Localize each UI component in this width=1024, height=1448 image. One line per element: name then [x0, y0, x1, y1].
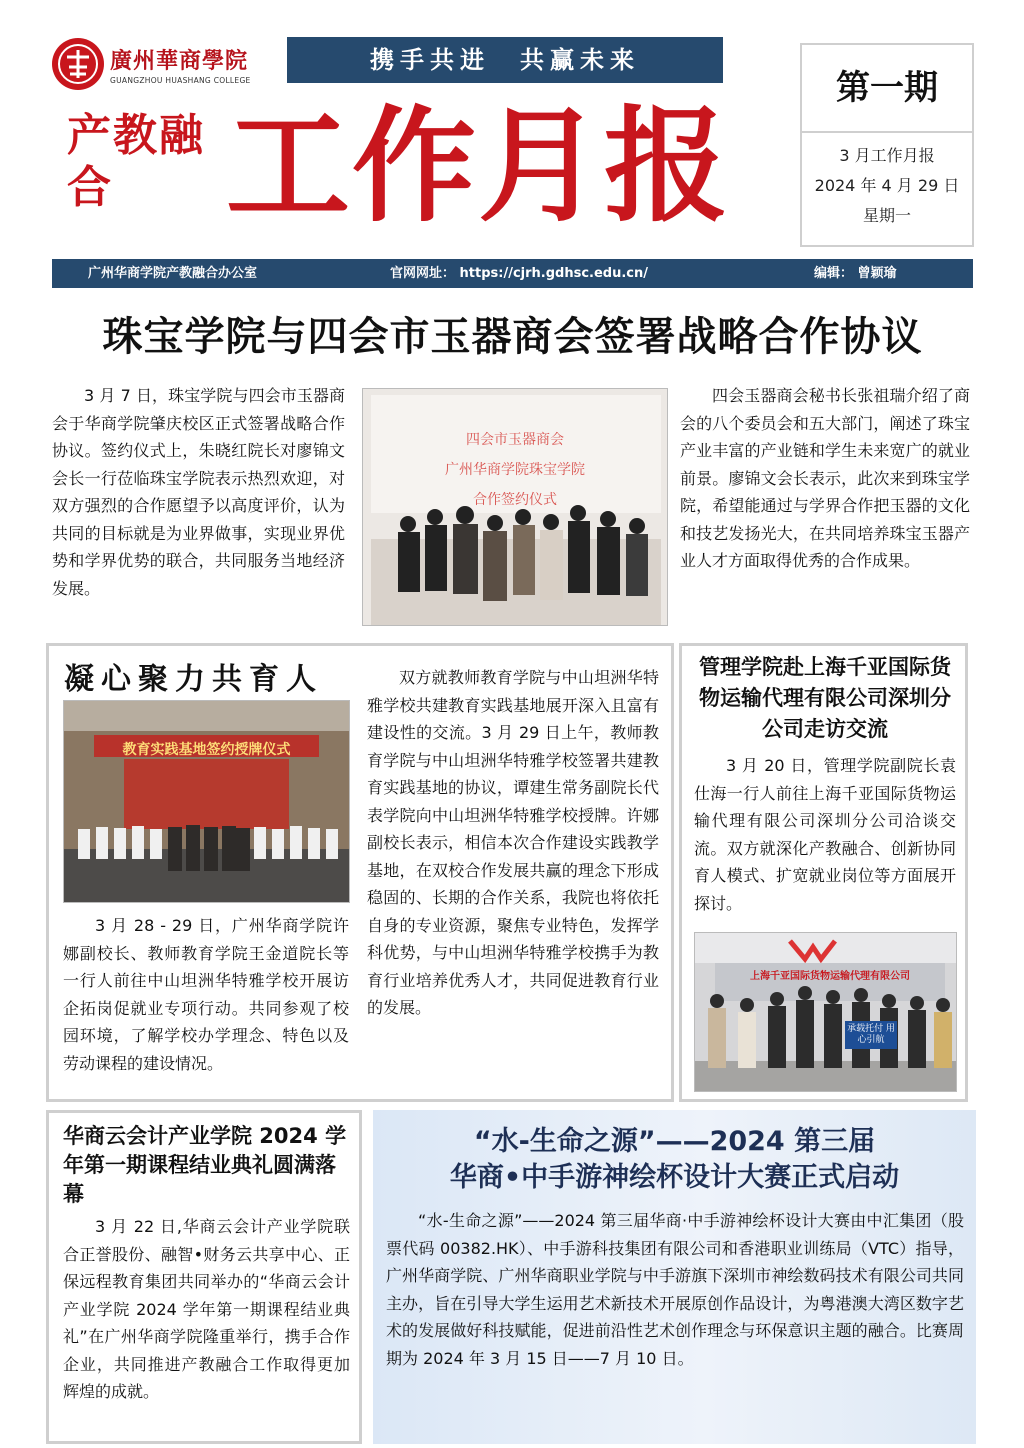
- college-name: 廣州華商學院: [110, 48, 249, 74]
- article3-photo: [694, 932, 957, 1092]
- title-small: 产教融合: [67, 110, 205, 213]
- article1-left-text: 3 月 7 日，珠宝学院与四会市玉器商会于华商学院肇庆校区正式签署战略合作协议。签约仪式上，朱晓红院长对廖锦文会长一行莅临珠宝学院表示热烈欢迎，对双方强烈的合作愿望予以高度评价，认为共同的目标就是为业界做事，实现业界优势和学界优势的联合，共同服务当地经济发展。: [52, 386, 345, 598]
- article5-text: “水-生命之源”——2024 第三届华商·中手游神绘杯设计大赛由中汇集团（股票代码 00382.HK）、中手游科技集团有限公司和香港职业训练局（VTC）指导，广州华商学院、广州华商职业学院与中手游旗下深圳市神绘数码技术有限公司共同主办，旨在引导大学生运用艺术新技术开展原创作品设计，为粤港澳大湾区数字艺术的发展做好科技赋能，促进前沿性艺术创作理念与环保意识主题的融合。比赛周期为 2024 年 3 月 15 日——7 月 10 日。: [386, 1211, 964, 1368]
- article2-right-text: 双方就教师教育学院与中山坦洲华特雅学校共建教育实践基地展开深入且富有建设性的交流。3 月 29 日上午，教师教育学院与中山坦洲华特雅学校签署共建教育实践基地的协议，谭建生常务副院长代表学院向中山坦洲华特雅学校授牌。许娜副校长表示，相信本次合作建设实践教学基地，在双校合作发展共赢的理念下形成稳固的、长期的合作关系，我院也将依托自身的专业资源，聚焦专业特色，发挥学科优势，与中山坦洲华特雅学校携手为教育行业培养优秀人才，共同促进教育行业的发展。: [367, 668, 659, 1017]
- article2-photo-banner: 教育实践基地签约授牌仪式: [122, 742, 291, 758]
- article5-title-line: “水-生命之源”——2024 第三届: [473, 1126, 876, 1157]
- issue-info: [802, 141, 972, 231]
- office-name: 广州华商学院产教融合办公室: [88, 266, 258, 281]
- website-link[interactable]: 官网网址： https://cjrh.gdhsc.edu.cn/: [390, 266, 648, 281]
- article1-right-text: 四会玉器商会秘书长张祖瑞介绍了商会的八个委员会和五大部门，阐述了珠宝产业丰富的产业链和学生未来宽广的就业前景。廖锦文会长表示，此次来到珠宝学院，希望能通过与学界合作把玉器的文化和技艺发扬光大，在共同培养珠宝玉器产业人才方面取得优秀的合作成果。: [680, 386, 970, 570]
- article3-text: 3 月 20 日，管理学院副院长袁仕海一行人前往上海千亚国际货物运输代理有限公司深圳分公司洽谈交流。双方就深化产教融合、创新协同育人模式、扩宽就业岗位等方面展开探讨。: [694, 756, 956, 913]
- issue-box: [800, 43, 974, 247]
- article3-photo-banner: 上海千亚国际货物运输代理有限公司: [750, 971, 910, 982]
- article3-title: 管理学院赴上海千亚国际货物运输代理有限公司深圳分公司走访交流: [699, 655, 951, 741]
- article4-text: 3 月 22 日,华商云会计产业学院联合正誉股份、融智•财务云共享中心、正保远程教育集团共同举办的“华商云会计产业学院 2024 学年第一期课程结业典礼”在广州华商学院隆重举行，携手合作企业，共同推进产教融合工作取得更加辉煌的成就。: [63, 1217, 350, 1401]
- article1-title: 珠宝学院与四会市玉器商会签署战略合作协议: [102, 314, 923, 360]
- photo-banner-line: 合作签约仪式: [473, 492, 557, 508]
- college-emblem-icon: [52, 38, 104, 90]
- photo-banner-line: 四会市玉器商会: [466, 432, 564, 448]
- article2-left-text: 3 月 28 - 29 日，广州华商学院许娜副校长、教师教育学院王金道院长等一行人前往中山坦洲华特雅学校开展访企拓岗促就业专项行动。共同参观了校园环境，了解学校办学理念、特色以及劳动课程的建设情况。: [63, 916, 349, 1073]
- article3-photo-sign: 承载托付 用心引航: [847, 1024, 895, 1045]
- issue-month: 3 月工作月报: [839, 146, 935, 165]
- article5-title-line: 华商•中手游神绘杯设计大赛正式启动: [449, 1162, 900, 1193]
- article1-photo-banner: [363, 425, 667, 515]
- article4-title: 华商云会计产业学院 2024 学年第一期课程结业典礼圆满落幕: [63, 1124, 347, 1206]
- photo-banner-line: 广州华商学院珠宝学院: [445, 462, 585, 478]
- issue-number: 第一期: [802, 45, 972, 133]
- article2-photo: [63, 700, 350, 903]
- college-name-en: GUANGZHOU HUASHANG COLLEGE: [110, 76, 251, 85]
- article1-photo: [362, 388, 668, 626]
- issue-date: 2024 年 4 月 29 日: [814, 176, 960, 195]
- slogan-banner: 携手共进 共赢未来: [287, 37, 723, 83]
- issue-weekday: 星期一: [862, 206, 911, 225]
- article2-title: 凝心聚力共育人: [64, 662, 323, 697]
- title-big: 工作月报: [226, 95, 731, 239]
- article5-title: [373, 1124, 976, 1196]
- college-logo: [52, 36, 270, 98]
- editor-name: 编辑： 曾颖瑜: [814, 266, 897, 281]
- info-bar: [52, 259, 973, 288]
